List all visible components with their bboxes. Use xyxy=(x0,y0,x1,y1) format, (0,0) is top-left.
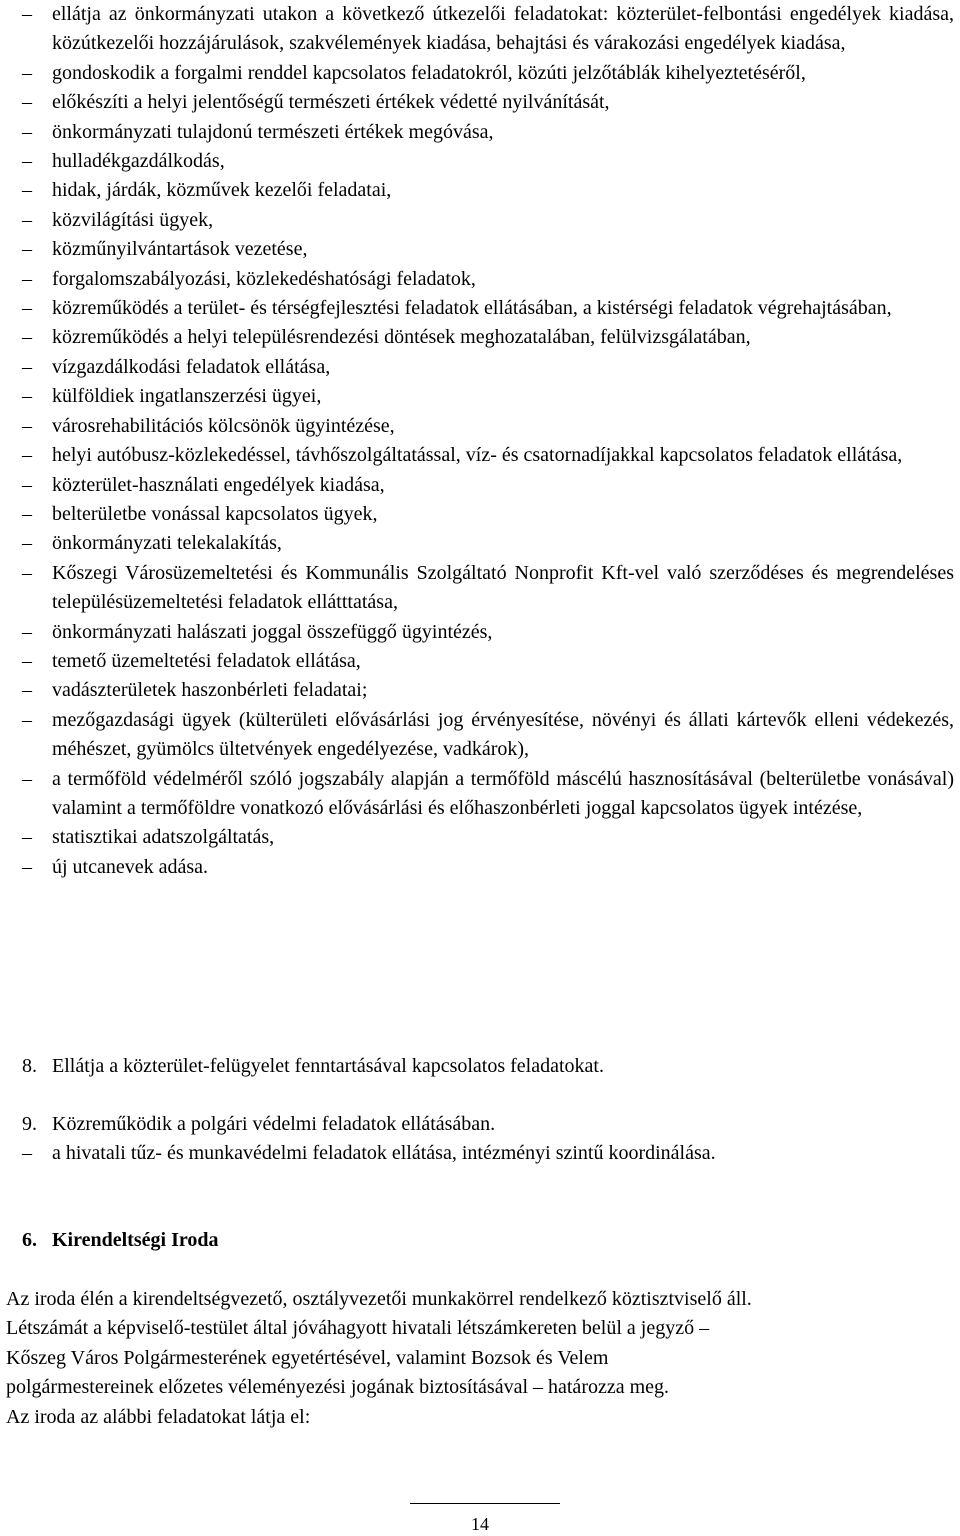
bullet-item xyxy=(22,294,954,323)
dash-marker: – xyxy=(22,297,32,320)
dash-marker: – xyxy=(22,91,32,114)
paragraph-line: Az iroda élén a kirendeltségvezető, osztályvezetői munkakörrel rendelkező köztisztviselő áll. xyxy=(6,1288,752,1310)
bullet-item xyxy=(22,706,954,765)
bullet-text: temető üzemeltetési feladatok ellátása, xyxy=(52,649,361,672)
bullet-text: hidak, járdák, közművek kezelői feladatai, xyxy=(52,179,392,202)
bullet-text: statisztikai adatszolgáltatás, xyxy=(52,826,275,849)
bullet-text: a termőföld védelméről szóló jogszabály alapján a termőföld máscélú hasznosításával (belterületbe vonásával) valamint a termőföldre vonatkozó elővásárlási és előhaszonbérleti joggal kapcsolatos ügyek intézése, xyxy=(52,767,954,819)
dash-marker: – xyxy=(22,385,32,408)
bullet-item xyxy=(22,618,954,647)
dash-marker: – xyxy=(22,855,32,878)
bullet-text: helyi autóbusz-közlekedéssel, távhőszolgáltatással, víz- és csatornadíjakkal kapcsolatos feladatok ellátása, xyxy=(52,444,903,467)
bullet-item xyxy=(22,471,954,500)
bullet-text: közterület-használati engedélyek kiadása, xyxy=(52,473,385,496)
bullet-text: önkormányzati tulajdonú természeti értékek megóvása, xyxy=(52,120,494,143)
bullet-item xyxy=(22,265,954,294)
bullet-text: Kőszegi Városüzemeltetési és Kommunális Szolgáltató Nonprofit Kft-vel való szerződéses és megrendeléses településüzemeltetési feladatok ellátttatása, xyxy=(52,561,954,614)
dash-marker: – xyxy=(22,1142,32,1164)
dash-marker: – xyxy=(22,120,32,143)
bullet-text: önkormányzati telekalakítás, xyxy=(52,532,282,555)
page-number: 14 xyxy=(471,1514,489,1534)
dash-marker: – xyxy=(22,620,32,643)
bullet-item xyxy=(22,441,954,470)
bullet-item xyxy=(22,647,954,676)
section-number: 6. xyxy=(22,1229,37,1251)
bullet-text: mezőgazdasági ügyek (külterületi elővásárlási jog érvényesítése, növényi és állati kártevők elleni védekezés, méhészet, gyümölcs ültetvények engedélyezése, vadkárok), xyxy=(52,708,954,761)
bullet-item xyxy=(22,559,954,618)
dash-marker: – xyxy=(22,3,32,25)
dash-marker: – xyxy=(22,150,32,173)
bullet-text: közreműködés a terület- és térségfejlesztési feladatok ellátásában, a kistérségi feladatok végrehajtásában, xyxy=(52,297,892,320)
bullet-text: közvilágítási ügyek, xyxy=(52,208,214,231)
item-text: Ellátja a közterület-felügyelet fenntartásával kapcsolatos feladatokat. xyxy=(52,1055,604,1077)
bullet-text: vízgazdálkodási feladatok ellátása, xyxy=(52,355,331,378)
numbered-item-8 xyxy=(22,1052,954,1081)
item-number: 9. xyxy=(22,1113,37,1135)
bullet-item xyxy=(22,59,954,88)
bullet-text: vadászterületek haszonbérleti feladatai; xyxy=(52,679,368,702)
dash-marker: – xyxy=(22,649,32,672)
bullet-text: közreműködés a helyi településrendezési döntések meghozatalában, felülvizsgálatában, xyxy=(52,326,751,349)
bullet-text: külföldiek ingatlanszerzési ügyei, xyxy=(52,385,322,408)
bullet-item xyxy=(22,500,954,529)
bullet-text: hulladékgazdálkodás, xyxy=(52,150,225,173)
item-text: Közreműködik a polgári védelmi feladatok ellátásában. xyxy=(52,1113,496,1135)
bullet-text: a hivatali tűz- és munkavédelmi feladatok ellátása, intézményi szintű koordinálása. xyxy=(52,1142,716,1164)
paragraph-line: polgármestereinek előzetes véleményezési jogának biztosításával – határozza meg. xyxy=(6,1376,670,1399)
paragraph-line: Az iroda az alábbi feladatokat látja el: xyxy=(6,1405,311,1428)
bullet-text: ellátja az önkormányzati utakon a következő útkezelői feladatokat: közterület-felbontási engedélyek kiadása, közútkezelői hozzájárulások, szakvélemények kiadása, behajtási és várakozási engedélyek kiadása, xyxy=(52,3,954,55)
dash-marker: – xyxy=(22,414,32,437)
bullet-text: közműnyilvántartások vezetése, xyxy=(52,238,308,261)
dash-marker: – xyxy=(22,238,32,261)
dash-marker: – xyxy=(22,61,32,84)
bullet-item xyxy=(22,118,954,147)
dash-marker: – xyxy=(22,179,32,202)
dash-marker: – xyxy=(22,326,32,349)
bullet-item xyxy=(22,382,954,411)
paragraph-line: Létszámát a képviselő-testület által jóváhagyott hivatali létszámkereten belül a jegyző – xyxy=(6,1317,710,1340)
footer-rule xyxy=(410,1503,560,1504)
dash-marker: – xyxy=(22,444,32,467)
paragraph-line: Kőszeg Város Polgármesterének egyetértésével, valamint Bozsok és Velem xyxy=(6,1346,609,1369)
dash-marker: – xyxy=(22,502,32,525)
bullet-item xyxy=(22,529,954,558)
bullet-item xyxy=(22,147,954,176)
bullet-item xyxy=(22,88,954,117)
task-bullet-list xyxy=(22,0,954,882)
bullet-text: előkészíti a helyi jelentőségű természeti értékek védetté nyilvánítását, xyxy=(52,91,610,114)
numbered-item-9 xyxy=(22,1110,954,1139)
bullet-text: önkormányzati halászati joggal összefüggő ügyintézés, xyxy=(52,620,493,643)
section-heading xyxy=(22,1226,218,1255)
bullet-item xyxy=(22,353,954,382)
item-9-bullet xyxy=(22,1139,954,1168)
bullet-text: új utcanevek adása. xyxy=(52,855,209,878)
bullet-item xyxy=(22,176,954,205)
bullet-item xyxy=(22,412,954,441)
dash-marker: – xyxy=(22,267,32,290)
dash-marker: – xyxy=(22,561,32,584)
bullet-item xyxy=(22,235,954,264)
bullet-text: belterületbe vonással kapcsolatos ügyek, xyxy=(52,502,378,525)
dash-marker: – xyxy=(22,532,32,555)
bullet-item xyxy=(22,853,954,882)
item-number: 8. xyxy=(22,1055,37,1077)
bullet-item xyxy=(22,765,954,824)
bullet-text: városrehabilitációs kölcsönök ügyintézése, xyxy=(52,414,395,437)
bullet-item xyxy=(22,0,954,59)
bullet-text: forgalomszabályozási, közlekedéshatósági feladatok, xyxy=(52,267,476,290)
dash-marker: – xyxy=(22,767,32,790)
dash-marker: – xyxy=(22,355,32,378)
bullet-text: gondoskodik a forgalmi renddel kapcsolatos feladatokról, közúti jelzőtáblák kihelyeztetéséről, xyxy=(52,61,806,84)
dash-marker: – xyxy=(22,826,32,849)
dash-marker: – xyxy=(22,473,32,496)
dash-marker: – xyxy=(22,708,32,731)
bullet-item xyxy=(22,676,954,705)
bullet-item xyxy=(22,206,954,235)
section-title: Kirendeltségi Iroda xyxy=(52,1229,219,1251)
bullet-item xyxy=(22,823,954,852)
dash-marker: – xyxy=(22,208,32,231)
section-paragraph xyxy=(6,1285,954,1432)
bullet-item xyxy=(22,323,954,352)
dash-marker: – xyxy=(22,679,32,702)
